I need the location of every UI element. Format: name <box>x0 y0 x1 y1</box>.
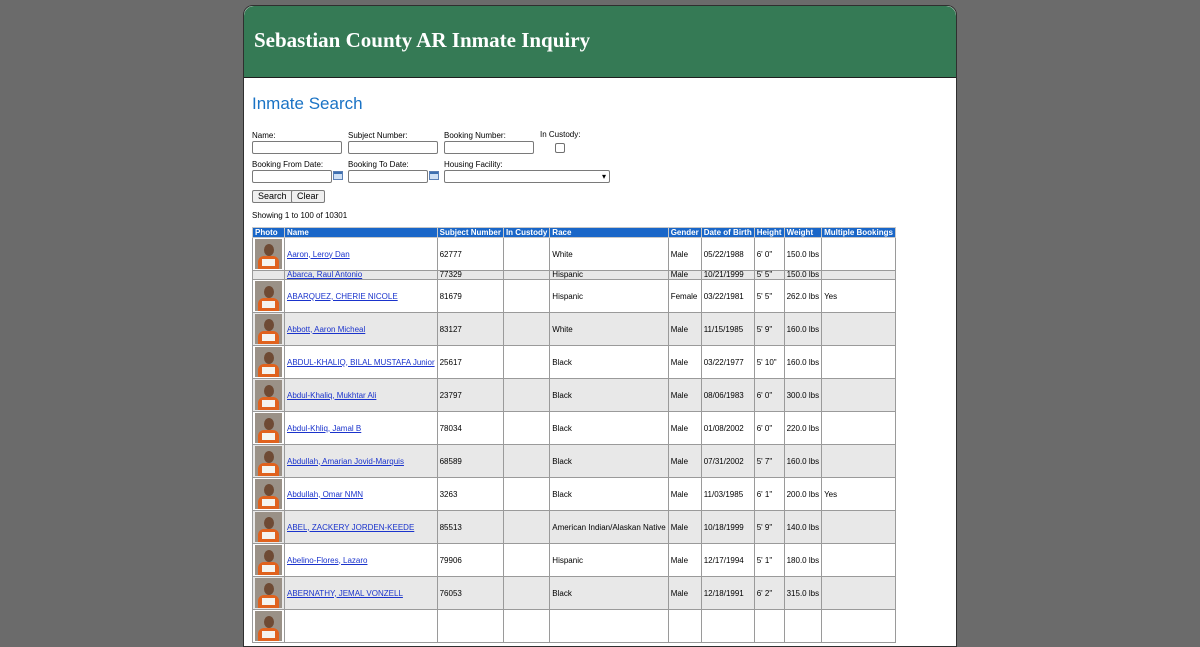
custody-cell <box>503 379 549 412</box>
photo-cell <box>253 313 285 346</box>
subject-cell: 77329 <box>437 271 503 280</box>
multiple-cell <box>822 379 896 412</box>
subject-cell: 78034 <box>437 412 503 445</box>
dob-cell: 11/03/1985 <box>701 478 754 511</box>
gender-cell: Male <box>668 271 701 280</box>
name-cell <box>285 346 438 379</box>
column-header[interactable]: In Custody <box>503 228 549 238</box>
weight-cell: 150.0 lbs <box>784 238 821 271</box>
weight-cell: 200.0 lbs <box>784 478 821 511</box>
column-header[interactable]: Multiple Bookings <box>822 228 896 238</box>
name-cell <box>285 271 438 280</box>
results-count: Showing 1 to 100 of 10301 <box>252 211 348 220</box>
race-cell: Black <box>550 346 668 379</box>
dob-cell: 07/31/2002 <box>701 445 754 478</box>
gender-cell: Male <box>668 238 701 271</box>
column-header[interactable]: Weight <box>784 228 821 238</box>
inmate-name-link[interactable]: ABARQUEZ, CHERIE NICOLE <box>287 291 398 301</box>
weight-cell: 262.0 lbs <box>784 280 821 313</box>
from-date-field-group <box>252 160 343 185</box>
dob-cell: 12/18/1991 <box>701 577 754 610</box>
inmate-photo[interactable] <box>255 479 282 509</box>
column-header[interactable]: Date of Birth <box>701 228 754 238</box>
inmate-photo[interactable] <box>255 413 282 443</box>
height-cell: 5' 7" <box>754 445 784 478</box>
photo-cell <box>253 610 285 643</box>
name-cell <box>285 544 438 577</box>
weight-cell: 315.0 lbs <box>784 577 821 610</box>
table-row <box>253 478 896 511</box>
height-cell: 6' 2" <box>754 577 784 610</box>
inmate-photo[interactable] <box>255 446 282 476</box>
photo-cell <box>253 280 285 313</box>
gender-cell: Male <box>668 544 701 577</box>
custody-cell <box>503 511 549 544</box>
height-cell: 5' 5" <box>754 280 784 313</box>
multiple-cell <box>822 544 896 577</box>
weight-cell: 160.0 lbs <box>784 346 821 379</box>
main-page <box>243 5 957 647</box>
weight-cell: 180.0 lbs <box>784 544 821 577</box>
race-cell: Black <box>550 445 668 478</box>
inmate-name-link[interactable]: Abdul-Khliq, Jamal B <box>287 423 362 433</box>
inmate-photo[interactable] <box>255 380 282 410</box>
multiple-cell <box>822 610 896 643</box>
photo-cell <box>253 577 285 610</box>
name-cell <box>285 238 438 271</box>
name-label: Name: <box>252 131 276 140</box>
gender-cell: Male <box>668 577 701 610</box>
multiple-cell <box>822 511 896 544</box>
height-cell: 6' 1" <box>754 478 784 511</box>
name-cell <box>285 577 438 610</box>
table-row <box>253 610 896 643</box>
photo-cell <box>253 511 285 544</box>
photo-cell <box>253 544 285 577</box>
housing-facility-label: Housing Facility: <box>444 160 503 169</box>
table-row <box>253 346 896 379</box>
column-header[interactable]: Height <box>754 228 784 238</box>
dob-cell: 11/15/1985 <box>701 313 754 346</box>
photo-cell <box>253 412 285 445</box>
custody-cell <box>503 346 549 379</box>
race-cell: Black <box>550 478 668 511</box>
name-field-group <box>252 131 342 154</box>
gender-cell <box>668 610 701 643</box>
table-row <box>253 577 896 610</box>
photo-cell <box>253 346 285 379</box>
inmate-name-link[interactable]: ABERNATHY, JEMAL VONZELL <box>287 588 403 598</box>
inmate-photo[interactable] <box>255 281 282 311</box>
weight-cell <box>784 610 821 643</box>
calendar-icon[interactable] <box>333 171 343 180</box>
subject-cell: 76053 <box>437 577 503 610</box>
inmate-name-link[interactable]: Abdul-Khaliq, Mukhtar Ali <box>287 390 377 400</box>
custody-cell <box>503 238 549 271</box>
dob-cell: 05/22/1988 <box>701 238 754 271</box>
height-cell: 6' 0" <box>754 238 784 271</box>
custody-cell <box>503 271 549 280</box>
custody-field-group <box>540 130 580 153</box>
table-row <box>253 412 896 445</box>
multiple-cell: Yes <box>822 478 896 511</box>
custody-cell <box>503 544 549 577</box>
custody-cell <box>503 610 549 643</box>
multiple-cell <box>822 271 896 280</box>
multiple-cell <box>822 346 896 379</box>
subject-cell: 81679 <box>437 280 503 313</box>
subject-cell: 25617 <box>437 346 503 379</box>
race-cell: Hispanic <box>550 271 668 280</box>
inmate-name-link[interactable]: Abbott, Aaron Micheal <box>287 324 366 334</box>
column-header[interactable]: Name <box>285 228 438 238</box>
column-header[interactable]: Gender <box>668 228 701 238</box>
multiple-cell <box>822 577 896 610</box>
inmate-photo[interactable] <box>255 512 282 542</box>
custody-cell <box>503 478 549 511</box>
multiple-cell: Yes <box>822 280 896 313</box>
dob-cell: 01/08/2002 <box>701 412 754 445</box>
table-row <box>253 271 896 280</box>
booking-field-group <box>444 131 534 154</box>
inmate-photo[interactable] <box>255 611 282 641</box>
inmate-photo[interactable] <box>255 545 282 575</box>
booking-to-date-label: Booking To Date: <box>348 160 409 169</box>
subject-cell: 83127 <box>437 313 503 346</box>
name-cell <box>285 445 438 478</box>
race-cell: Black <box>550 412 668 445</box>
gender-cell: Male <box>668 445 701 478</box>
height-cell: 6' 0" <box>754 412 784 445</box>
gender-cell: Male <box>668 313 701 346</box>
multiple-cell <box>822 412 896 445</box>
dob-cell: 03/22/1977 <box>701 346 754 379</box>
dob-cell: 10/18/1999 <box>701 511 754 544</box>
housing-field-group <box>444 160 610 183</box>
clear-button[interactable]: Clear <box>291 190 325 203</box>
table-row <box>253 544 896 577</box>
results-body <box>253 238 896 643</box>
page-title: Inmate Search <box>252 94 363 113</box>
height-cell: 5' 10" <box>754 346 784 379</box>
weight-cell: 160.0 lbs <box>784 445 821 478</box>
name-cell <box>285 610 438 643</box>
race-cell <box>550 610 668 643</box>
inmate-photo[interactable] <box>255 314 282 344</box>
custody-cell <box>503 412 549 445</box>
multiple-cell <box>822 445 896 478</box>
name-cell <box>285 511 438 544</box>
table-row <box>253 379 896 412</box>
inmate-photo[interactable] <box>255 239 282 269</box>
subject-cell: 85513 <box>437 511 503 544</box>
table-row <box>253 445 896 478</box>
weight-cell: 140.0 lbs <box>784 511 821 544</box>
race-cell: Black <box>550 379 668 412</box>
subject-cell: 68589 <box>437 445 503 478</box>
booking-number-label: Booking Number: <box>444 131 506 140</box>
site-header <box>244 6 956 78</box>
name-cell <box>285 313 438 346</box>
multiple-cell <box>822 238 896 271</box>
table-row <box>253 511 896 544</box>
weight-cell: 150.0 lbs <box>784 271 821 280</box>
weight-cell: 160.0 lbs <box>784 313 821 346</box>
photo-cell <box>253 238 285 271</box>
booking-from-date-input[interactable] <box>252 170 332 183</box>
race-cell: White <box>550 313 668 346</box>
height-cell: 5' 5" <box>754 271 784 280</box>
race-cell: Hispanic <box>550 280 668 313</box>
gender-cell: Female <box>668 280 701 313</box>
custody-cell <box>503 445 549 478</box>
height-cell: 5' 9" <box>754 511 784 544</box>
inmate-name-link[interactable]: Abdullah, Omar NMN <box>287 489 364 499</box>
inmate-photo[interactable] <box>255 347 282 377</box>
dob-cell: 08/06/1983 <box>701 379 754 412</box>
gender-cell: Male <box>668 511 701 544</box>
custody-cell <box>503 313 549 346</box>
height-cell: 5' 9" <box>754 313 784 346</box>
table-row <box>253 313 896 346</box>
calendar-icon[interactable] <box>429 171 439 180</box>
dob-cell <box>701 610 754 643</box>
housing-facility-select[interactable] <box>444 170 610 183</box>
subject-cell: 23797 <box>437 379 503 412</box>
subject-cell: 79906 <box>437 544 503 577</box>
inmate-name-link[interactable]: Abelino-Flores, Lazaro <box>287 555 368 565</box>
custody-cell <box>503 280 549 313</box>
name-cell <box>285 379 438 412</box>
photo-cell <box>253 478 285 511</box>
table-row <box>253 280 896 313</box>
height-cell: 6' 0" <box>754 379 784 412</box>
race-cell: American Indian/Alaskan Native <box>550 511 668 544</box>
name-cell <box>285 412 438 445</box>
chevron-down-icon: ▾ <box>601 172 606 181</box>
name-input[interactable] <box>252 141 342 154</box>
subject-cell: 3263 <box>437 478 503 511</box>
subject-number-input[interactable] <box>348 141 438 154</box>
dob-cell: 12/17/1994 <box>701 544 754 577</box>
subject-cell: 62777 <box>437 238 503 271</box>
race-cell: White <box>550 238 668 271</box>
photo-cell <box>253 445 285 478</box>
booking-from-date-label: Booking From Date: <box>252 160 324 169</box>
inmate-name-link[interactable]: Abdullah, Amarian Jovid-Marquis <box>287 456 404 466</box>
gender-cell: Male <box>668 478 701 511</box>
inmate-name-link[interactable]: ABEL, ZACKERY JORDEN-KEEDE <box>287 522 415 532</box>
column-header[interactable]: Race <box>550 228 668 238</box>
name-cell <box>285 280 438 313</box>
results-table <box>252 227 896 643</box>
subject-cell <box>437 610 503 643</box>
photo-cell <box>253 271 285 280</box>
booking-number-input[interactable] <box>444 141 534 154</box>
gender-cell: Male <box>668 379 701 412</box>
dob-cell: 10/21/1999 <box>701 271 754 280</box>
inmate-name-link[interactable]: Abarca, Raul Antonio <box>287 270 363 279</box>
inmate-name-link[interactable]: Aaron, Leroy Dan <box>287 249 350 259</box>
column-header[interactable]: Photo <box>253 228 285 238</box>
weight-cell: 300.0 lbs <box>784 379 821 412</box>
site-title: Sebastian County AR Inmate Inquiry <box>254 28 591 52</box>
subject-number-label: Subject Number: <box>348 131 408 140</box>
height-cell <box>754 610 784 643</box>
in-custody-checkbox[interactable] <box>555 143 565 153</box>
name-cell <box>285 478 438 511</box>
search-button[interactable]: Search <box>252 190 293 203</box>
gender-cell: Male <box>668 412 701 445</box>
multiple-cell <box>822 313 896 346</box>
inmate-name-link[interactable]: ABDUL-KHALIQ, BILAL MUSTAFA Junior <box>287 357 435 367</box>
subject-field-group <box>348 131 438 154</box>
to-date-field-group <box>348 160 439 185</box>
gender-cell: Male <box>668 346 701 379</box>
weight-cell: 220.0 lbs <box>784 412 821 445</box>
table-header-row <box>253 228 896 238</box>
photo-cell <box>253 379 285 412</box>
booking-to-date-input[interactable] <box>348 170 428 183</box>
column-header[interactable]: Subject Number <box>437 228 503 238</box>
height-cell: 5' 1" <box>754 544 784 577</box>
in-custody-label: In Custody: <box>540 130 581 139</box>
inmate-photo[interactable] <box>255 578 282 608</box>
dob-cell: 03/22/1981 <box>701 280 754 313</box>
race-cell: Black <box>550 577 668 610</box>
race-cell: Hispanic <box>550 544 668 577</box>
table-row <box>253 238 896 271</box>
custody-cell <box>503 577 549 610</box>
